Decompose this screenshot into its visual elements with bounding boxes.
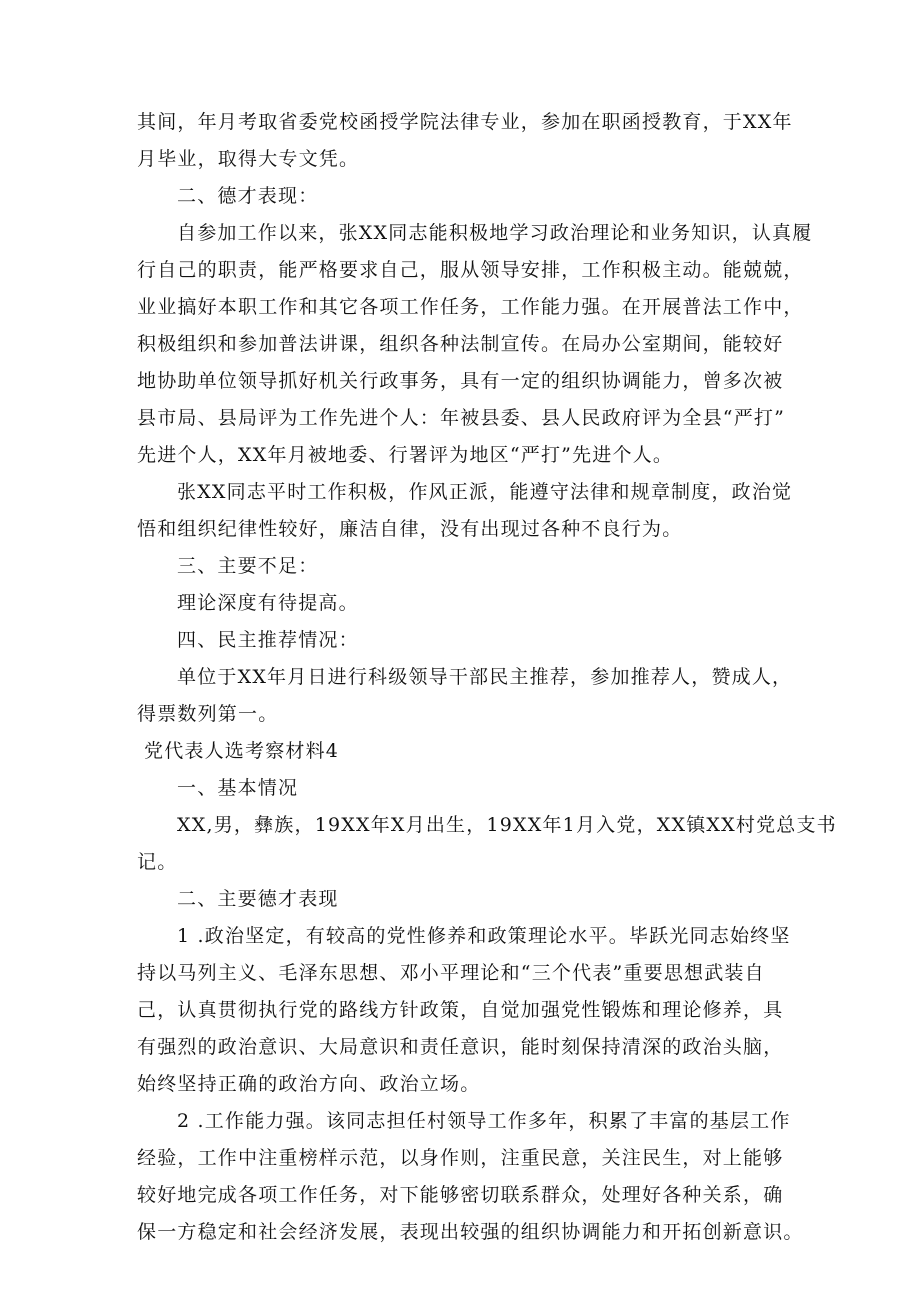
text-line: 积极组织和参加普法讲课，组织各种法制宣传。在局办公室期间，能较好 [137,333,784,355]
text-line: 月毕业，取得大专文凭。 [137,148,360,170]
section-heading: 二、主要德才表现 [177,888,339,910]
text-line: 持以马列主义、毛泽东思想、邓小平理论和“三个代表”重要思想武装自 [137,962,765,984]
document-title: 党代表人选考察材料4 [144,740,340,762]
text-line: 行自己的职责，能严格要求自己，服从领导安排，工作积极主动。能兢兢， [137,259,804,281]
text-line: 悟和组织纪律性较好，廉洁自律，没有出现过各种不良行为。 [137,518,683,540]
text-line: 1 .政治坚定，有较高的党性修养和政策理论水平。毕跃光同志始终坚 [177,925,791,947]
text-line: 较好地完成各项工作任务，对下能够密切联系群众，处理好各种关系，确 [137,1184,784,1206]
section-heading: 二、德才表现： [177,185,319,207]
text-line: 2 .工作能力强。该同志担任村领导工作多年，积累了丰富的基层工作 [177,1110,791,1132]
text-line: 自参加工作以来，张XX同志能积极地学习政治理论和业务知识，认真履 [177,222,813,244]
section-heading: 一、基本情况 [177,777,299,799]
text-line: 业业搞好本职工作和其它各项工作任务，工作能力强。在开展普法工作中， [137,296,804,318]
text-line: 得票数列第一。 [137,703,279,725]
text-line: 张XX同志平时工作积极，作风正派，能遵守法律和规章制度，政治觉 [177,481,793,503]
text-line: 地协助单位领导抓好机关行政事务，具有一定的组织协调能力，曾多次被 [137,370,784,392]
text-line: 理论深度有待提高。 [177,592,359,614]
text-line: 先进个人，XX年月被地委、行署评为地区“严打”先进个人。 [137,444,674,466]
text-line: XX,男，彝族，19XX年X月出生，19XX年1月入党，XX镇XX村党总支书 [177,814,837,836]
text-line: 县市局、县局评为工作先进个人：年被县委、县人民政府评为全县“严打” [137,407,786,429]
section-heading: 四、民主推荐情况： [177,629,359,651]
text-line: 记。 [137,851,178,873]
section-heading: 三、主要不足： [177,555,319,577]
text-line: 保一方稳定和社会经济发展，表现出较强的组织协调能力和开拓创新意识。 [137,1221,804,1243]
text-line: 经验，工作中注重榜样示范，以身作则，注重民意，关注民生，对上能够 [137,1147,784,1169]
text-line: 单位于XX年月日进行科级领导干部民主推荐，参加推荐人，赞成人， [177,666,793,688]
text-line: 始终坚持正确的政治方向、政治立场。 [137,1073,481,1095]
text-line: 己，认真贯彻执行党的路线方针政策，自觉加强党性锻炼和理论修养，具 [137,999,784,1021]
text-line: 其间，年月考取省委党校函授学院法律专业，参加在职函授教育，于XX年 [137,111,793,133]
text-line: 有强烈的政治意识、大局意识和责任意识，能时刻保持清深的政治头脑， [137,1036,784,1058]
